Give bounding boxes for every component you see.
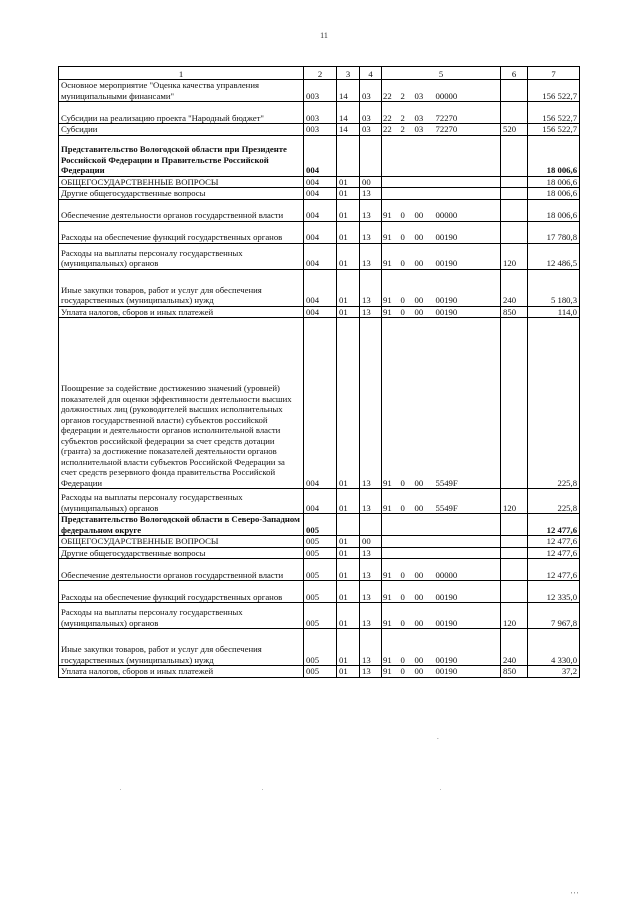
header-col-7: 7	[528, 67, 580, 80]
row-code-ministry: 005	[304, 559, 337, 581]
row-code-subsection: 13	[360, 559, 382, 581]
header-col-4: 4	[360, 67, 382, 80]
row-code-target-item	[435, 536, 501, 548]
row-code-section: 01	[337, 221, 360, 243]
row-code-target-item: 00190	[435, 603, 501, 629]
row-code-target-subprogram: 0	[400, 603, 414, 629]
row-code-expense-type: 850	[501, 306, 528, 318]
row-code-subsection: 13	[360, 547, 382, 559]
row-amount: 12 477,6	[528, 547, 580, 559]
row-name: Иные закупки товаров, работ и услуг для обеспечения государственных (муниципальных) нужд	[59, 269, 304, 306]
row-name: ОБЩЕГОСУДАРСТВЕННЫЕ ВОПРОСЫ	[59, 176, 304, 188]
row-code-expense-type	[501, 188, 528, 200]
row-code-target-direction	[414, 135, 435, 176]
row-code-target-direction	[414, 547, 435, 559]
row-code-target-item	[435, 135, 501, 176]
row-code-section: 01	[337, 559, 360, 581]
row-code-section: 01	[337, 269, 360, 306]
row-code-target-direction	[414, 176, 435, 188]
row-code-ministry: 004	[304, 199, 337, 221]
row-code-section: 01	[337, 629, 360, 666]
row-code-target-program	[382, 188, 400, 200]
row-code-target-program: 91	[382, 629, 400, 666]
row-code-target-direction: 00	[414, 629, 435, 666]
table-row	[59, 80, 580, 102]
row-code-subsection: 03	[360, 124, 382, 136]
row-code-target-direction	[414, 188, 435, 200]
row-code-subsection: 03	[360, 102, 382, 124]
row-code-section: 01	[337, 666, 360, 678]
row-code-target-subprogram	[400, 188, 414, 200]
row-code-subsection: 13	[360, 489, 382, 514]
row-name: Представительство Вологодской области при Президенте Российской Федерации и Правительстве Российской Федерации	[59, 135, 304, 176]
row-code-expense-type	[501, 514, 528, 536]
row-code-ministry: 005	[304, 603, 337, 629]
table-row	[59, 243, 580, 269]
header-col-3: 3	[337, 67, 360, 80]
header-col-1: 1	[59, 67, 304, 80]
row-code-target-program: 91	[382, 581, 400, 603]
row-code-target-subprogram: 0	[400, 243, 414, 269]
row-code-target-item: 72270	[435, 102, 501, 124]
row-code-subsection: 13	[360, 666, 382, 678]
row-amount: 12 486,5	[528, 243, 580, 269]
row-name: Субсидии	[59, 124, 304, 136]
row-code-target-program: 91	[382, 489, 400, 514]
row-code-ministry: 004	[304, 243, 337, 269]
row-code-target-direction: 03	[414, 80, 435, 102]
row-name: ОБЩЕГОСУДАРСТВЕННЫЕ ВОПРОСЫ	[59, 536, 304, 548]
row-amount: 18 006,6	[528, 135, 580, 176]
row-code-target-subprogram: 0	[400, 559, 414, 581]
row-amount: 18 006,6	[528, 176, 580, 188]
scan-mark: ' ' '	[571, 891, 579, 899]
row-code-section	[337, 135, 360, 176]
row-amount: 4 330,0	[528, 629, 580, 666]
row-code-section: 01	[337, 536, 360, 548]
row-code-target-subprogram: 0	[400, 666, 414, 678]
row-code-target-direction: 00	[414, 603, 435, 629]
row-code-section: 01	[337, 581, 360, 603]
row-code-expense-type: 520	[501, 124, 528, 136]
row-amount: 17 780,8	[528, 221, 580, 243]
row-code-expense-type	[501, 536, 528, 548]
row-code-target-direction: 00	[414, 559, 435, 581]
row-code-target-item: 00190	[435, 306, 501, 318]
table-row	[59, 629, 580, 666]
row-code-target-item: 00190	[435, 666, 501, 678]
row-name: Расходы на обеспечение функций государственных органов	[59, 581, 304, 603]
row-name: Уплата налогов, сборов и иных платежей	[59, 306, 304, 318]
row-code-section: 01	[337, 306, 360, 318]
row-code-target-direction: 00	[414, 489, 435, 514]
row-name: Другие общегосударственные вопросы	[59, 188, 304, 200]
row-code-target-subprogram: 0	[400, 581, 414, 603]
row-name: Субсидии на реализацию проекта "Народный бюджет"	[59, 102, 304, 124]
table-row	[59, 547, 580, 559]
row-code-ministry: 004	[304, 176, 337, 188]
row-code-target-direction: 00	[414, 666, 435, 678]
row-code-section: 14	[337, 124, 360, 136]
row-code-expense-type	[501, 559, 528, 581]
row-code-target-direction: 03	[414, 124, 435, 136]
row-code-target-item: 00190	[435, 581, 501, 603]
row-code-subsection: 13	[360, 243, 382, 269]
row-code-target-item: 72270	[435, 124, 501, 136]
row-code-target-subprogram: 0	[400, 306, 414, 318]
row-name: Расходы на выплаты персоналу государственных (муниципальных) органов	[59, 603, 304, 629]
row-code-ministry: 004	[304, 306, 337, 318]
row-code-ministry: 004	[304, 135, 337, 176]
row-code-target-subprogram: 0	[400, 489, 414, 514]
row-code-target-program: 91	[382, 221, 400, 243]
row-code-target-subprogram: 2	[400, 80, 414, 102]
row-code-ministry: 005	[304, 536, 337, 548]
row-code-target-item: 00190	[435, 243, 501, 269]
row-name: Уплата налогов, сборов и иных платежей	[59, 666, 304, 678]
row-code-target-item	[435, 547, 501, 559]
row-code-target-item	[435, 188, 501, 200]
row-code-target-direction: 00	[414, 269, 435, 306]
row-code-target-subprogram: 2	[400, 124, 414, 136]
row-code-section: 14	[337, 80, 360, 102]
table-row	[59, 666, 580, 678]
row-code-section: 01	[337, 243, 360, 269]
row-code-section: 01	[337, 188, 360, 200]
row-code-target-item: 00190	[435, 221, 501, 243]
row-code-section: 01	[337, 318, 360, 489]
row-code-section	[337, 514, 360, 536]
row-code-target-item: 00000	[435, 80, 501, 102]
row-name: Иные закупки товаров, работ и услуг для обеспечения государственных (муниципальных) нужд	[59, 629, 304, 666]
row-name: Основное мероприятие "Оценка качества управления муниципальными финансами"	[59, 80, 304, 102]
header-row	[59, 67, 580, 80]
row-code-ministry: 004	[304, 318, 337, 489]
row-code-subsection: 13	[360, 629, 382, 666]
table-row	[59, 306, 580, 318]
row-code-subsection: 13	[360, 306, 382, 318]
row-code-subsection: 00	[360, 176, 382, 188]
row-code-target-item: 00190	[435, 269, 501, 306]
row-amount: 156 522,7	[528, 124, 580, 136]
row-name: Расходы на выплаты персоналу государственных (муниципальных) органов	[59, 489, 304, 514]
row-code-ministry: 005	[304, 666, 337, 678]
row-code-ministry: 005	[304, 547, 337, 559]
row-name: Представительство Вологодской области в Северо-Западном федеральном округе	[59, 514, 304, 536]
row-amount: 5 180,3	[528, 269, 580, 306]
row-code-subsection: 13	[360, 188, 382, 200]
scan-mark: .	[437, 733, 439, 741]
row-code-subsection: 13	[360, 581, 382, 603]
row-code-target-subprogram: 0	[400, 629, 414, 666]
row-code-expense-type	[501, 581, 528, 603]
table-row	[59, 489, 580, 514]
page-number: 11	[320, 31, 328, 40]
row-code-target-program: 91	[382, 666, 400, 678]
row-code-expense-type	[501, 547, 528, 559]
scan-dot	[440, 789, 441, 790]
row-code-target-program	[382, 135, 400, 176]
table-row	[59, 603, 580, 629]
row-code-subsection: 13	[360, 318, 382, 489]
row-code-target-subprogram: 0	[400, 269, 414, 306]
row-amount: 114,0	[528, 306, 580, 318]
table-row	[59, 581, 580, 603]
table-row	[59, 536, 580, 548]
row-code-target-program: 91	[382, 603, 400, 629]
row-code-ministry: 003	[304, 124, 337, 136]
row-code-target-program	[382, 514, 400, 536]
row-code-ministry: 004	[304, 269, 337, 306]
scan-dot	[262, 789, 263, 790]
row-code-target-subprogram: 2	[400, 102, 414, 124]
row-amount: 156 522,7	[528, 80, 580, 102]
table-row	[59, 559, 580, 581]
row-code-section: 01	[337, 199, 360, 221]
budget-table	[58, 66, 580, 678]
row-code-target-item: 00000	[435, 559, 501, 581]
table-row	[59, 188, 580, 200]
row-code-target-program: 22	[382, 102, 400, 124]
row-amount: 37,2	[528, 666, 580, 678]
row-amount: 12 477,6	[528, 514, 580, 536]
row-code-ministry: 003	[304, 102, 337, 124]
row-code-target-program: 91	[382, 243, 400, 269]
row-name: Обеспечение деятельности органов государственной власти	[59, 199, 304, 221]
row-amount: 12 477,6	[528, 559, 580, 581]
row-code-section: 01	[337, 603, 360, 629]
row-code-expense-type	[501, 318, 528, 489]
row-code-target-program: 91	[382, 318, 400, 489]
row-code-expense-type: 120	[501, 603, 528, 629]
row-amount: 156 522,7	[528, 102, 580, 124]
row-code-target-item: 5549F	[435, 318, 501, 489]
row-code-ministry: 004	[304, 489, 337, 514]
row-code-target-subprogram: 0	[400, 318, 414, 489]
row-code-ministry: 005	[304, 581, 337, 603]
scan-dot	[120, 789, 121, 790]
row-code-section: 14	[337, 102, 360, 124]
row-code-expense-type	[501, 80, 528, 102]
row-code-target-subprogram	[400, 547, 414, 559]
row-code-expense-type	[501, 221, 528, 243]
table-row	[59, 221, 580, 243]
row-code-subsection: 13	[360, 199, 382, 221]
row-code-subsection: 13	[360, 221, 382, 243]
row-code-target-subprogram: 0	[400, 221, 414, 243]
table-row	[59, 269, 580, 306]
row-code-ministry: 003	[304, 80, 337, 102]
row-code-target-subprogram	[400, 176, 414, 188]
row-code-target-subprogram	[400, 536, 414, 548]
row-code-expense-type	[501, 199, 528, 221]
row-code-ministry: 004	[304, 221, 337, 243]
table-row	[59, 176, 580, 188]
row-amount: 18 006,6	[528, 199, 580, 221]
row-code-target-direction: 00	[414, 243, 435, 269]
row-code-expense-type: 120	[501, 243, 528, 269]
row-name: Расходы на обеспечение функций государственных органов	[59, 221, 304, 243]
row-code-subsection: 03	[360, 80, 382, 102]
row-name: Другие общегосударственные вопросы	[59, 547, 304, 559]
table-row	[59, 514, 580, 536]
row-code-target-item: 00000	[435, 199, 501, 221]
row-code-expense-type	[501, 176, 528, 188]
row-code-target-program	[382, 547, 400, 559]
row-code-expense-type: 240	[501, 629, 528, 666]
row-amount: 12 335,0	[528, 581, 580, 603]
row-code-target-direction: 00	[414, 221, 435, 243]
row-name: Поощрение за содействие достижению значений (уровней) показателей для оценки эффективности деятельности высших должностных лиц (руководителей высших исполнительных органов государственной власти) субъектов российской федерации и деятельности органов исполнительной власти субъектов российской федерации за счет средств дотации (гранта) за достижение показателей деятельности органов исполнительной власти субъектов Российской Федерации за счет средств резервного фонда правительства Российской Федерации	[59, 318, 304, 489]
header-col-2: 2	[304, 67, 337, 80]
row-code-subsection	[360, 514, 382, 536]
row-code-target-program	[382, 176, 400, 188]
row-code-ministry: 005	[304, 629, 337, 666]
table-row	[59, 135, 580, 176]
row-code-target-direction: 00	[414, 318, 435, 489]
table-row	[59, 318, 580, 489]
row-code-subsection: 13	[360, 269, 382, 306]
row-amount: 7 967,8	[528, 603, 580, 629]
row-code-target-item	[435, 514, 501, 536]
row-code-target-program: 91	[382, 306, 400, 318]
row-code-target-direction: 03	[414, 102, 435, 124]
header-col-5: 5	[382, 67, 501, 80]
row-code-target-direction	[414, 536, 435, 548]
header-col-6: 6	[501, 67, 528, 80]
row-code-expense-type	[501, 135, 528, 176]
row-amount: 12 477,6	[528, 536, 580, 548]
table-row	[59, 199, 580, 221]
row-amount: 225,8	[528, 318, 580, 489]
row-amount: 225,8	[528, 489, 580, 514]
row-name: Расходы на выплаты персоналу государственных (муниципальных) органов	[59, 243, 304, 269]
row-code-subsection: 13	[360, 603, 382, 629]
row-code-target-direction: 00	[414, 581, 435, 603]
row-code-section: 01	[337, 489, 360, 514]
row-code-target-program: 91	[382, 269, 400, 306]
row-code-section: 01	[337, 547, 360, 559]
row-code-section: 01	[337, 176, 360, 188]
table-row	[59, 102, 580, 124]
row-code-target-item: 00190	[435, 629, 501, 666]
row-code-target-program: 22	[382, 124, 400, 136]
row-code-expense-type: 240	[501, 269, 528, 306]
row-code-subsection: 00	[360, 536, 382, 548]
row-code-expense-type: 850	[501, 666, 528, 678]
row-code-target-item	[435, 176, 501, 188]
row-code-target-item: 5549F	[435, 489, 501, 514]
row-code-expense-type: 120	[501, 489, 528, 514]
row-amount: 18 006,6	[528, 188, 580, 200]
row-code-expense-type	[501, 102, 528, 124]
row-code-target-program: 91	[382, 199, 400, 221]
row-code-target-direction	[414, 514, 435, 536]
row-code-target-subprogram: 0	[400, 199, 414, 221]
row-code-ministry: 004	[304, 188, 337, 200]
row-code-subsection	[360, 135, 382, 176]
row-code-ministry: 005	[304, 514, 337, 536]
table-row	[59, 124, 580, 136]
row-name: Обеспечение деятельности органов государственной власти	[59, 559, 304, 581]
row-code-target-direction: 00	[414, 199, 435, 221]
row-code-target-subprogram	[400, 514, 414, 536]
row-code-target-direction: 00	[414, 306, 435, 318]
row-code-target-subprogram	[400, 135, 414, 176]
row-code-target-program: 91	[382, 559, 400, 581]
row-code-target-program	[382, 536, 400, 548]
row-code-target-program: 22	[382, 80, 400, 102]
